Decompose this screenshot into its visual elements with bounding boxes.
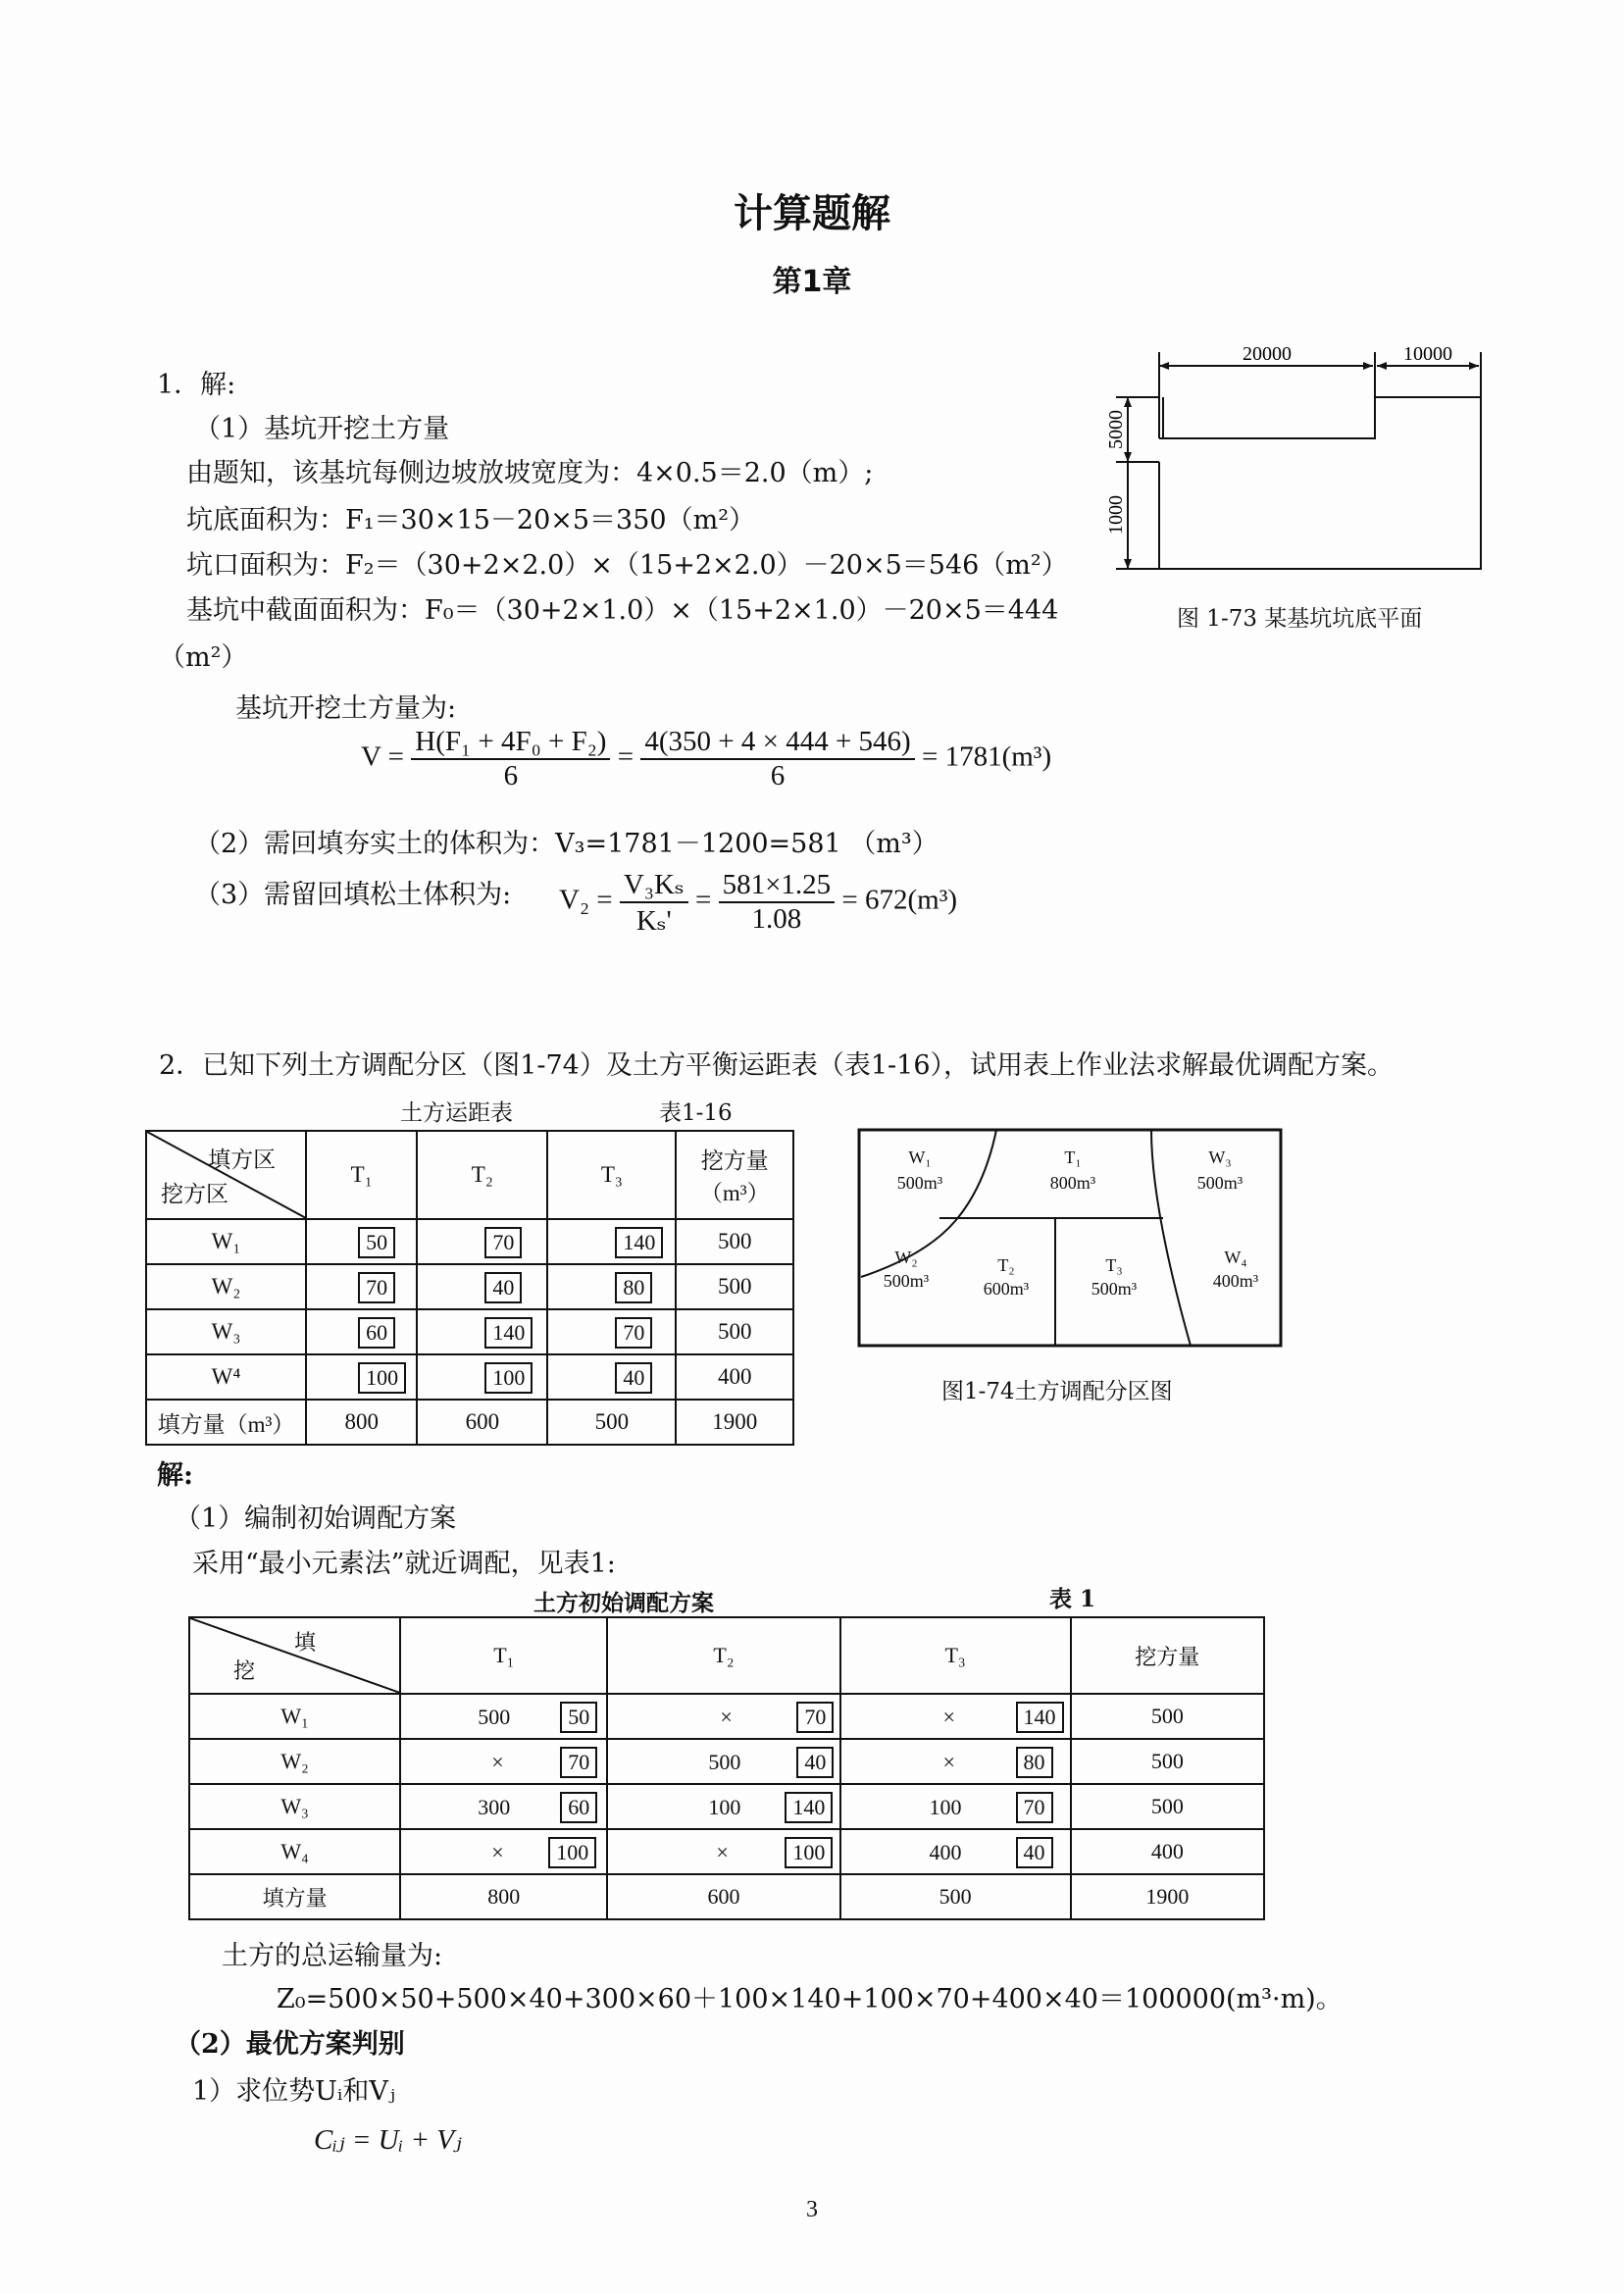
table-1-number: 表 1 — [1049, 1586, 1096, 1612]
chapter-title: 第1章 — [772, 265, 852, 299]
formula-loose-den1: Kₛ' — [635, 905, 672, 937]
p1-step-3: （3）需留回填松土体积为: — [194, 880, 512, 910]
t1-col-t2: T₂ — [417, 1131, 547, 1219]
fig73-caption: 图 1-73 某基坑坑底平面 — [1177, 606, 1423, 632]
zone-w3-id: W₃ — [1208, 1147, 1232, 1167]
p1-step-1: （1）基坑开挖土方量 — [194, 414, 450, 444]
t2-cut-label: 挖 — [233, 1658, 256, 1683]
formula-loose-den2: 1.08 — [751, 903, 802, 935]
t2-cut-volume: 500 — [1071, 1739, 1264, 1784]
t1-distance-box: 40 — [615, 1362, 652, 1394]
t2-allocation: × — [716, 1840, 729, 1864]
t1-row-name: W₃ — [146, 1309, 306, 1354]
t1-distance-box: 50 — [358, 1227, 395, 1258]
solution-step-1: （1）编制初始调配方案 — [175, 1504, 457, 1534]
t2-allocation: 100 — [929, 1795, 962, 1819]
t2-row-name: W₄ — [189, 1829, 400, 1874]
t1-cut-volume: 500 — [676, 1219, 793, 1264]
table-row — [146, 1400, 793, 1445]
formula-loose-num2: 581×1.25 — [719, 869, 836, 903]
t2-col-t3: T₃ — [840, 1617, 1071, 1694]
t2-allocation: 500 — [708, 1750, 741, 1774]
zone-t1-id: T₁ — [1064, 1147, 1082, 1167]
t2-fill-label: 填 — [294, 1630, 317, 1655]
t2-distance-box: 50 — [560, 1702, 597, 1733]
t2-distance-box: 60 — [560, 1792, 597, 1823]
p1-line-4: 基坑中截面面积为：F₀＝（30+2×1.0）×（15+2×1.0）－20×5＝444 — [186, 595, 1059, 626]
t2-distance-box: 140 — [785, 1792, 833, 1823]
problem-1-heading: 1．解: — [157, 370, 236, 400]
table-row — [189, 1784, 1264, 1829]
p1-step-2: （2）需回填夯实土的体积为：V₃=1781－1200=581 （m³） — [194, 829, 939, 859]
formula-loose-soil — [559, 867, 957, 938]
solution-total-transport: Z₀=500×50+500×40+300×60＋100×140+100×70+400×40＝100000(m³·m)。 — [277, 1984, 1343, 2014]
table-row — [146, 1309, 793, 1354]
t2-distance-box: 100 — [548, 1837, 596, 1868]
t2-allocation: 500 — [478, 1705, 511, 1729]
t2-distance-box: 70 — [560, 1747, 597, 1778]
t2-allocation: 300 — [478, 1795, 511, 1819]
figure-1-73-pit-plan — [1098, 338, 1510, 584]
table-1-16-title: 土方运距表 — [400, 1100, 513, 1126]
t2-footer-label: 填方量 — [189, 1874, 400, 1919]
zone-w1-id: W₁ — [908, 1147, 932, 1167]
formula-loose-lhs: V₂ = — [559, 884, 613, 916]
formula-volume-lhs: V = — [361, 740, 405, 773]
t2-total-volume: 1900 — [1071, 1874, 1264, 1919]
t2-distance-box: 40 — [796, 1747, 834, 1778]
t1-row-name: W₂ — [146, 1264, 306, 1309]
t1-total-volume: 1900 — [676, 1400, 793, 1445]
t1-distance-box: 140 — [615, 1227, 663, 1258]
table-1-16-number: 表1-16 — [659, 1100, 733, 1126]
solution-line-4: 1）求位势Uᵢ和Vⱼ — [192, 2076, 395, 2107]
formula-volume-frac1 — [411, 726, 610, 792]
fig73-dim-20000: 20000 — [1243, 343, 1292, 365]
table-1-title: 土方初始调配方案 — [533, 1590, 714, 1616]
t1-distance-box: 70 — [615, 1317, 652, 1349]
page-title: 计算题解 — [734, 191, 890, 236]
t1-fill-label: 填方区 — [208, 1147, 277, 1172]
zone-t3-id: T₃ — [1105, 1255, 1123, 1275]
formula-potential: Cᵢⱼ = Uᵢ + Vⱼ — [314, 2124, 462, 2156]
t2-allocation: × — [942, 1750, 955, 1774]
figure-1-74-zoning — [857, 1128, 1283, 1350]
t1-cut-label: 挖方区 — [161, 1182, 228, 1206]
formula-volume-den1: 6 — [503, 760, 519, 791]
t2-row-name: W₁ — [189, 1694, 400, 1739]
t1-row-name: W₁ — [146, 1219, 306, 1264]
t2-fill-volume: 500 — [840, 1874, 1071, 1919]
t2-allocation: × — [491, 1750, 504, 1774]
t1-fill-volume: 800 — [306, 1400, 417, 1445]
solution-heading: 解: — [157, 1460, 193, 1491]
table-distance — [145, 1130, 794, 1446]
t1-distance-box: 100 — [484, 1362, 533, 1394]
formula-loose-result: = 672(m³) — [841, 884, 958, 916]
t2-col-cut-volume: 挖方量 — [1071, 1617, 1264, 1694]
formula-loose-eq: = — [694, 884, 712, 916]
formula-volume-eq: = — [617, 740, 634, 773]
t1-col-t1: T₁ — [306, 1131, 417, 1219]
t2-col-t1: T₁ — [400, 1617, 607, 1694]
zone-w2-id: W₂ — [894, 1248, 918, 1267]
fig73-dim-5000: 5000 — [1105, 410, 1127, 449]
table-row — [146, 1219, 793, 1264]
solution-step-2: （2）最优方案判别 — [175, 2029, 405, 2060]
t1-row-name: W⁴ — [146, 1354, 306, 1400]
fig73-dim-10000: 10000 — [1403, 343, 1452, 365]
zone-t3-volume: 500m³ — [1091, 1279, 1138, 1299]
t1-footer-label: 填方量（m³） — [146, 1400, 306, 1445]
zone-w1-volume: 500m³ — [896, 1173, 943, 1193]
formula-loose-frac2 — [719, 869, 836, 936]
table-row — [146, 1264, 793, 1309]
formula-volume-result: = 1781(m³) — [921, 740, 1052, 773]
zone-t2-volume: 600m³ — [983, 1279, 1030, 1299]
fig74-caption: 图1-74土方调配分区图 — [941, 1379, 1173, 1404]
t1-col-cut-volume-label: 挖方量 — [700, 1148, 769, 1173]
t2-row-name: W₂ — [189, 1739, 400, 1784]
t1-col-t3: T₃ — [547, 1131, 676, 1219]
formula-volume-num1: H(F₁ + 4F₀ + F₂) — [411, 726, 610, 760]
p1-line-5: 基坑开挖土方量为: — [235, 693, 457, 724]
t1-corner-header — [146, 1131, 306, 1219]
t1-col-cut-volume-unit: （m³） — [699, 1181, 770, 1205]
zone-t1-volume: 800m³ — [1049, 1173, 1096, 1193]
t2-distance-box: 70 — [1016, 1792, 1053, 1823]
table-row — [189, 1874, 1264, 1919]
problem-2-question: 2．已知下列土方调配分区（图1-74）及土方平衡运距表（表1-16），试用表上作业法求解最优调配方案。 — [159, 1050, 1394, 1081]
formula-volume-frac2 — [640, 726, 914, 792]
t2-allocation: 100 — [708, 1795, 741, 1819]
fig73-dim-1000: 1000 — [1105, 495, 1127, 535]
formula-loose-frac1 — [620, 867, 688, 938]
t2-corner-header — [189, 1617, 400, 1694]
t2-distance-box: 100 — [785, 1837, 833, 1868]
t1-distance-box: 100 — [358, 1362, 406, 1394]
p1-line-1: 由题知，该基坑每侧边坡放坡宽度为：4×0.5＝2.0（m）; — [186, 458, 874, 488]
t2-cut-volume: 400 — [1071, 1829, 1264, 1874]
zone-t2-id: T₂ — [997, 1255, 1015, 1275]
t2-cut-volume: 500 — [1071, 1784, 1264, 1829]
zone-w4-volume: 400m³ — [1212, 1271, 1259, 1291]
table-initial-plan — [188, 1616, 1265, 1920]
t2-distance-box: 80 — [1016, 1747, 1053, 1778]
t1-cut-volume: 500 — [676, 1309, 793, 1354]
t2-col-t2: T₂ — [607, 1617, 839, 1694]
table-row — [189, 1829, 1264, 1874]
t1-fill-volume: 600 — [417, 1400, 547, 1445]
formula-loose-num1: V₃Kₛ — [620, 867, 688, 903]
p1-line-4b: （m²） — [159, 642, 248, 673]
page-number: 3 — [806, 2197, 818, 2222]
t2-allocation: × — [491, 1840, 504, 1864]
t2-distance-box: 70 — [796, 1702, 834, 1733]
p1-line-2: 坑底面积为：F₁＝30×15－20×5＝350（m²） — [186, 505, 756, 535]
t1-distance-box: 40 — [484, 1272, 522, 1303]
t1-distance-box: 140 — [484, 1317, 533, 1349]
formula-volume — [361, 726, 1051, 792]
t1-cut-volume: 500 — [676, 1264, 793, 1309]
t2-row-name: W₃ — [189, 1784, 400, 1829]
t1-fill-volume: 500 — [547, 1400, 676, 1445]
t2-distance-box: 140 — [1016, 1702, 1064, 1733]
t1-distance-box: 60 — [358, 1317, 395, 1349]
t2-allocation: × — [942, 1705, 955, 1729]
table-row — [146, 1354, 793, 1400]
zone-w2-volume: 500m³ — [883, 1271, 930, 1291]
t1-distance-box: 70 — [484, 1227, 522, 1258]
solution-line-2: 土方的总运输量为: — [222, 1941, 443, 1971]
solution-line-1: 采用“最小元素法”就近调配，见表1: — [192, 1549, 616, 1579]
t2-allocation: × — [720, 1705, 733, 1729]
table-row — [189, 1694, 1264, 1739]
zone-w3-volume: 500m³ — [1196, 1173, 1243, 1193]
t1-distance-box: 70 — [358, 1272, 395, 1303]
t2-fill-volume: 800 — [400, 1874, 607, 1919]
p1-line-3: 坑口面积为：F₂＝（30+2×2.0）×（15+2×2.0）－20×5＝546（m²） — [186, 550, 1068, 581]
table-row — [189, 1739, 1264, 1784]
t2-distance-box: 40 — [1016, 1837, 1053, 1868]
zone-w4-id: W₄ — [1224, 1248, 1247, 1267]
formula-volume-num2: 4(350 + 4 × 444 + 546) — [640, 726, 914, 760]
t1-cut-volume: 400 — [676, 1354, 793, 1400]
t2-cut-volume: 500 — [1071, 1694, 1264, 1739]
t2-fill-volume: 600 — [607, 1874, 839, 1919]
t2-allocation: 400 — [929, 1840, 962, 1864]
t1-col-cut-volume — [676, 1131, 793, 1219]
formula-volume-den2: 6 — [770, 760, 786, 791]
t1-distance-box: 80 — [615, 1272, 652, 1303]
